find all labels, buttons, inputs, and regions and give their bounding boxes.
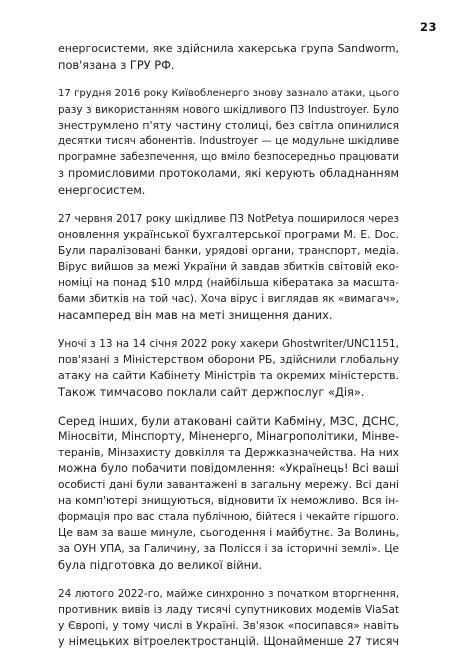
text-line: десятки тисяч абонентів. Industroyer — це модульне шкідливе	[58, 136, 399, 147]
text-line: за ОУН УПА, за Галичину, за Полісся і за історичні землі». Це	[58, 543, 399, 555]
text-line: Вірус вийшов за межі України й завдав збитків світовій еко-	[58, 260, 399, 273]
text-line: формація про вас стала публічною, бійтеся і чекайте гіршого.	[58, 511, 399, 523]
text-line: енергосистем.	[58, 183, 146, 197]
paragraph-industroyer	[58, 86, 399, 198]
text-line: програмне забезпечення, що вміло безпосередньо працювати	[58, 152, 399, 163]
text-line: оновлення української бухгалтерської програми M. E. Doc.	[58, 228, 399, 241]
text-line: 24 лютого 2022-го, майже синхронно з початком вторгнення,	[58, 588, 399, 600]
text-line: була підготовка до великої війни.	[58, 558, 263, 572]
text-line: разу з використанням нового шкідливого ПЗ Industroyer. Було	[58, 104, 399, 116]
text-line: пов'язана з ГРУ РФ.	[58, 58, 175, 72]
paragraph-sandworm	[58, 41, 399, 73]
text-line: атаку на сайти Кабінету Міністрів та окремих міністерств.	[58, 369, 399, 382]
text-line: на комп'ютері знищуються, відновити їх неможливо. Вся ін-	[58, 494, 399, 507]
text-line: бами збитків на той час). Хоча вірус і виглядав як «вимагач»,	[58, 293, 399, 305]
text-line: Це вам за ваше минуле, сьогодення і майбутнє. За Волинь,	[58, 526, 399, 539]
paragraph-notpetya	[58, 211, 399, 323]
text-line: Також тимчасово поклали сайт держпослуг «Дія».	[58, 385, 365, 399]
text-line: номіці на понад $10 млрд (найбільша кібератака за масшта-	[58, 277, 399, 289]
text-line: Були паралізовані банки, урядові органи, транспорт, медіа.	[58, 244, 399, 257]
paragraph-ghostwriter	[58, 336, 399, 400]
text-line: Серед інших, були атаковані сайти Кабміну, МЗС, ДСНС,	[58, 414, 399, 428]
text-line: можна було побачити повідомлення: «Українець! Всі ваші	[58, 462, 399, 475]
text-line: 17 грудня 2016 року Київобленерго знову зазнало атаки, цього	[58, 88, 399, 99]
text-line: Уночі з 13 на 14 січня 2022 року хакери Ghostwriter/UNC1151,	[58, 338, 399, 350]
text-line: з промисловими протоколами, які керують обладнанням	[58, 167, 399, 180]
text-line: у Європі, у тому числі в Україні. Зв'язок «посипався» навіть	[58, 619, 399, 632]
text-line: 27 червня 2017 року шкідливе ПЗ NotPetya поширилося через	[58, 213, 399, 225]
page-number: 23	[419, 20, 437, 34]
text-line: пов'язані з Міністерством оборони РБ, здійснили глобальну	[58, 353, 399, 366]
text-line: знеструмлено п'яту частину столиці, без світла опинилися	[58, 119, 399, 132]
paragraph-ministries	[58, 413, 399, 573]
text-line: теранів, Мінзахисту довкілля та Держказначейства. На них	[58, 446, 399, 459]
text-line: енергосистеми, яке здійснила хакерська група Sandworm,	[58, 42, 399, 55]
paragraph-viasat	[58, 586, 399, 650]
text-line: насамперед він мав на меті знищення даних.	[58, 308, 333, 322]
text-body	[58, 41, 399, 663]
text-line: противник вивів із ладу тисячі супутникових модемів ViaSat	[58, 603, 399, 616]
text-line: Міносвіти, Мінспорту, Міненерго, Мінагрополітики, Мінве-	[58, 430, 399, 443]
text-line: у німецьких вітроелектростанцій. Щонайменше 27 тисяч	[58, 635, 399, 648]
text-line: особисті дані були завантажені в загальну мережу. Всі дані	[58, 478, 399, 491]
